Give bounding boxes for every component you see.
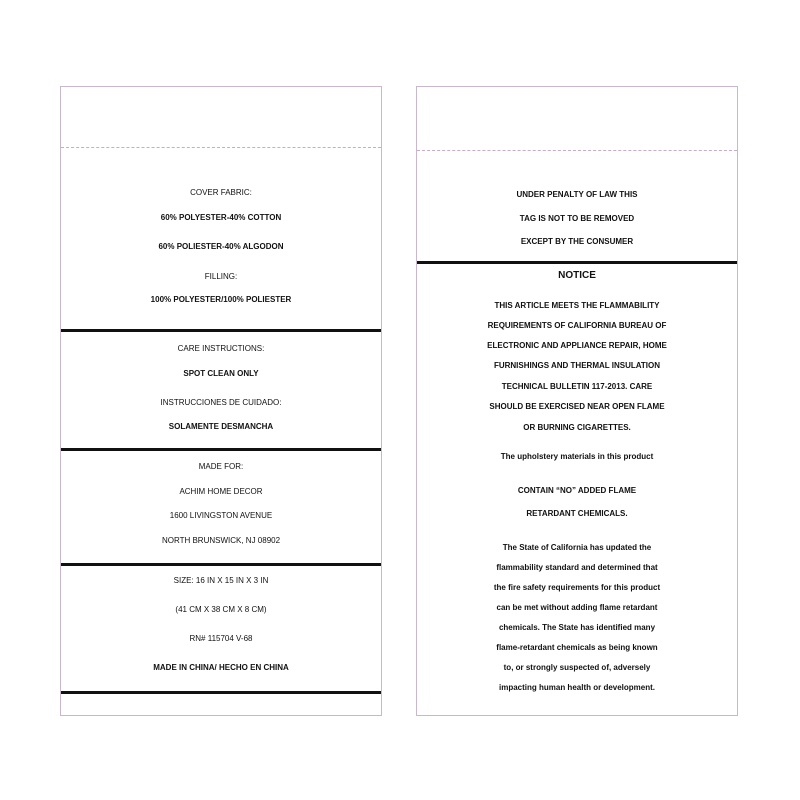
country-of-origin: MADE IN CHINA/ HECHO EN CHINA: [153, 663, 289, 672]
state-line-3: the fire safety requirements for this product: [493, 583, 661, 592]
filling-value: 100% POLYESTER/100% POLIESTER: [150, 295, 292, 304]
notice-title: NOTICE: [558, 270, 596, 281]
contain-line-2: RETARDANT CHEMICALS.: [526, 509, 628, 518]
fold-line: [61, 147, 381, 148]
notice-line-6: SHOULD BE EXERCISED NEAR OPEN FLAME: [489, 402, 665, 411]
company-name: ACHIM HOME DECOR: [179, 487, 263, 496]
section-divider: [417, 261, 737, 264]
section-divider: [61, 448, 381, 451]
penalty-line-1: UNDER PENALTY OF LAW THIS: [516, 190, 638, 199]
size-inches: SIZE: 16 IN X 15 IN X 3 IN: [173, 576, 269, 585]
notice-line-7: OR BURNING CIGARETTES.: [523, 423, 631, 432]
state-line-4: can be met without adding flame retardant: [496, 603, 658, 612]
care-instructions-spanish-label: INSTRUCCIONES DE CUIDADO:: [160, 398, 282, 407]
state-line-5: chemicals. The State has identified many: [498, 623, 656, 632]
company-street: 1600 LIVINGSTON AVENUE: [169, 511, 273, 520]
cover-fabric-label: COVER FABRIC:: [190, 188, 252, 197]
penalty-line-2: TAG IS NOT TO BE REMOVED: [519, 214, 635, 223]
left-care-tag: [60, 86, 382, 716]
care-instructions-english: SPOT CLEAN ONLY: [183, 369, 259, 378]
section-divider: [61, 329, 381, 332]
penalty-line-3: EXCEPT BY THE CONSUMER: [520, 237, 634, 246]
section-divider: [61, 691, 381, 694]
rn-number: RN# 115704 V-68: [189, 634, 253, 643]
state-line-2: flammability standard and determined that: [496, 563, 658, 572]
made-for-label: MADE FOR:: [198, 462, 244, 471]
state-line-8: impacting human health or development.: [498, 683, 656, 692]
state-line-1: The State of California has updated the: [502, 543, 652, 552]
company-city: NORTH BRUNSWICK, NJ 08902: [161, 536, 281, 545]
care-instructions-label: CARE INSTRUCTIONS:: [177, 344, 265, 353]
cover-fabric-spanish: 60% POLIESTER-40% ALGODON: [158, 242, 284, 251]
cover-fabric-english: 60% POLYESTER-40% COTTON: [160, 213, 282, 222]
notice-line-3: ELECTRONIC AND APPLIANCE REPAIR, HOME: [487, 341, 667, 350]
right-law-tag: [416, 86, 738, 716]
section-divider: [61, 563, 381, 566]
state-line-6: flame-retardant chemicals as being known: [496, 643, 658, 652]
filling-label: FILLING:: [204, 272, 238, 281]
notice-line-2: REQUIREMENTS OF CALIFORNIA BUREAU OF: [487, 321, 667, 330]
upholstery-line: The upholstery materials in this product: [500, 452, 654, 461]
size-centimeters: (41 CM X 38 CM X 8 CM): [175, 605, 267, 614]
state-line-7: to, or strongly suspected of, adversely: [503, 663, 651, 672]
notice-line-5: TECHNICAL BULLETIN 117-2013. CARE: [501, 382, 653, 391]
care-instructions-spanish: SOLAMENTE DESMANCHA: [168, 422, 274, 431]
fold-line: [417, 150, 737, 151]
notice-line-4: FURNISHINGS AND THERMAL INSULATION: [493, 361, 661, 370]
contain-line-1: CONTAIN “NO” ADDED FLAME: [517, 486, 637, 495]
notice-line-1: THIS ARTICLE MEETS THE FLAMMABILITY: [494, 301, 660, 310]
